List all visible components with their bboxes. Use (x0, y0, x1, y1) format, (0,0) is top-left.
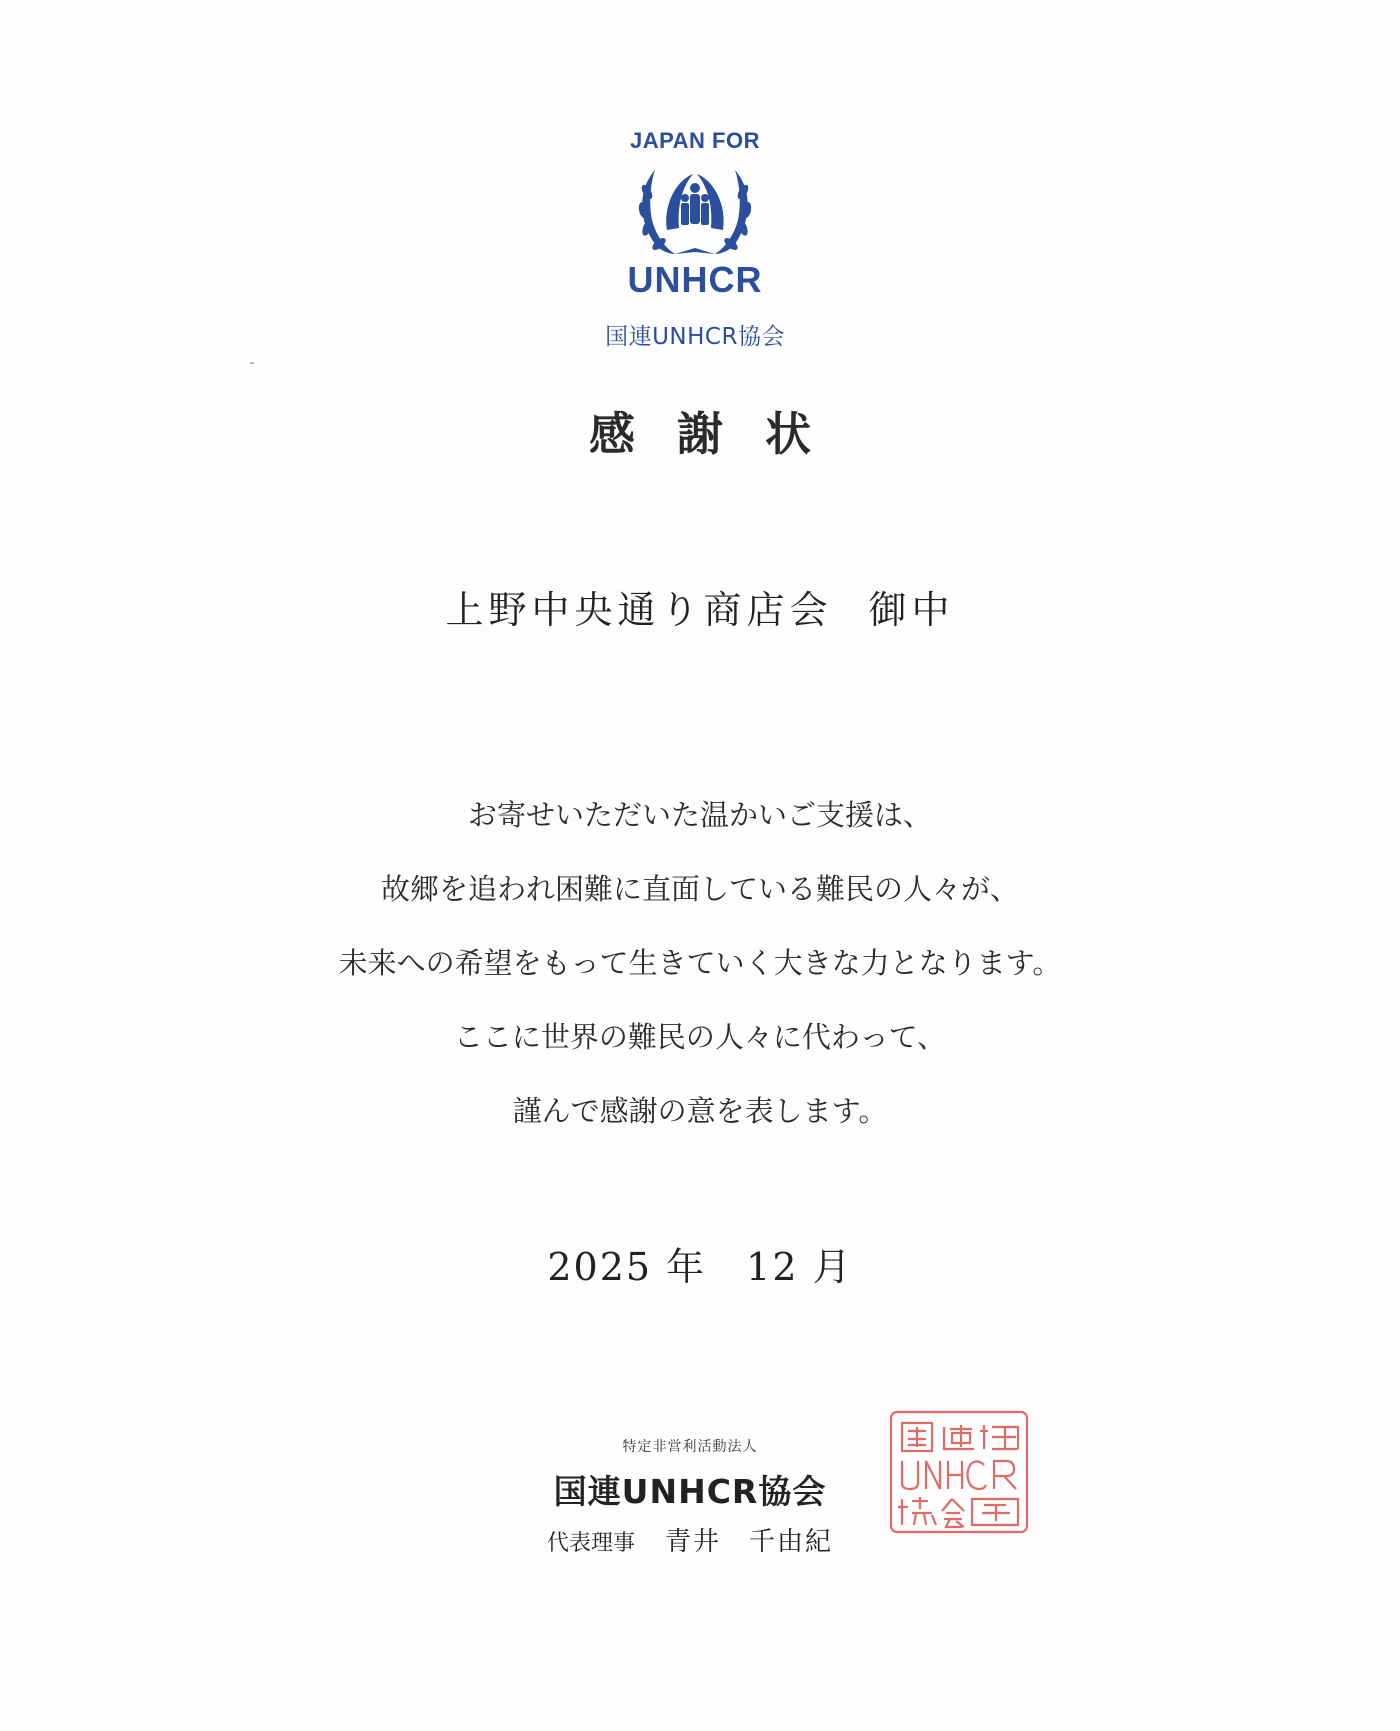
recipient-honorific: 御中 (868, 588, 955, 632)
unhcr-wreath-emblem-icon (625, 158, 765, 260)
body-line: 故郷を追われ困難に直面している難民の人々が、 (380, 872, 1019, 906)
logo-subtitle: 国連UNHCR協会 (605, 324, 785, 350)
org-type: 特定非営利活動法人 (622, 1439, 758, 1455)
org-name: 国連UNHCR協会 (553, 1472, 827, 1511)
recipient (0, 579, 1400, 634)
red-seal-stamp-icon (888, 1409, 1030, 1535)
body-line: 未来への希望をもって生きていく大きな力となります。 (338, 946, 1062, 980)
body-line: ここに世界の難民の人々に代わって、 (453, 1020, 947, 1054)
logo-top-text: JAPAN FOR (630, 128, 760, 153)
body-line: お寄せいただいた温かいご支援は、 (467, 798, 932, 832)
scan-speck (250, 362, 254, 364)
logo-bottom-text: UNHCR (627, 259, 763, 300)
unhcr-logo (570, 128, 820, 351)
issue-date: 2025 年 12 月 (547, 1245, 853, 1289)
signature-block (520, 1436, 860, 1558)
recipient-name: 上野中央通り商店会 (445, 588, 833, 632)
body-line: 謹んで感謝の意を表します。 (512, 1094, 888, 1128)
certificate-body (0, 795, 1400, 1165)
representative (520, 1521, 860, 1558)
certificate-title: 感謝状 (589, 407, 853, 461)
rep-title: 代表理事 (546, 1531, 635, 1556)
rep-name: 青井 千由紀 (665, 1527, 834, 1557)
